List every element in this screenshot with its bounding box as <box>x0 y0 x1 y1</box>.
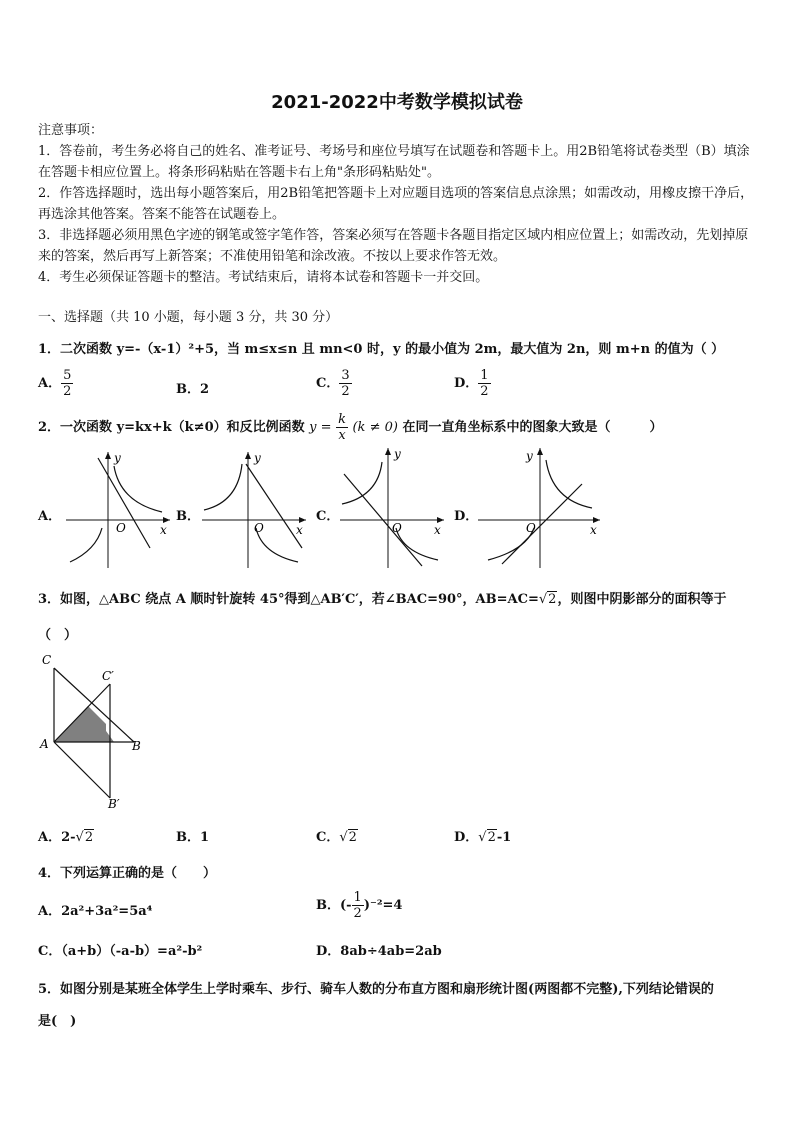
question-5-stem: 5．如图分别是某班全体学生上学时乘车、步行、骑车人数的分布直方图和扇形统计图(两图都不完整),下列结论错误的 <box>38 982 714 997</box>
notice-item-4: 4．考生必须保证答题卡的整洁。考试结束后，请将本试卷和答题卡一并交回。 <box>38 270 489 285</box>
svg-text:O: O <box>116 521 126 535</box>
question-2-stem: 2．一次函数 y=kx+k（k≠0）和反比例函数 y = $\frac{k}{x}$ (k ≠ 0) 在同一直角坐标系中的图象大致是（ ） <box>38 412 663 443</box>
q1-option-d: D． $\frac{1}{2}$ <box>454 368 489 399</box>
notice-item-1: 1．答卷前，考生务必将自己的姓名、准考证号、考场号和座位号填写在试题卷和答题卡上。用2B铅笔将试卷类型（B）填涂在答题卡相应位置上。将条形码粘贴在答题卡右上角"条形码粘贴处"。 <box>38 144 750 180</box>
svg-text:A: A <box>40 737 49 751</box>
svg-text:x: x <box>296 523 303 537</box>
question-3-stem-end: （ ） <box>38 628 78 643</box>
notice-item-2: 2．作答选择题时，选出每小题答案后，用2B铅笔把答题卡上对应题目选项的答案信息点涂黑；如需改动，用橡皮擦干净后，再选涂其他答案。答案不能答在试题卷上。 <box>38 186 754 222</box>
q4-option-a: A．2a²+3a²=5a⁴ <box>38 904 153 919</box>
q3-option-d: D．√2-1 <box>454 830 512 845</box>
q2-option-a-label: A． <box>38 509 62 524</box>
svg-text:x: x <box>160 523 167 537</box>
svg-text:C: C <box>42 653 52 667</box>
q2-option-b-label: B． <box>176 509 200 524</box>
q1-a-fraction: $\frac{5}{2}$ <box>63 368 72 399</box>
section-heading: 一、选择题（共 10 小题，每小题 3 分，共 30 分） <box>38 310 339 325</box>
q1-c-fraction: $\frac{3}{2}$ <box>341 368 350 399</box>
q2-graph-a <box>62 450 174 572</box>
notice-heading: 注意事项： <box>38 123 104 138</box>
svg-text:O: O <box>254 521 264 535</box>
svg-text:O: O <box>526 521 536 535</box>
svg-text:O: O <box>392 521 402 535</box>
svg-text:B: B <box>132 739 141 753</box>
question-1-stem: 1．二次函数 y=-（x-1）²+5，当 m≤x≤n 且 mn<0 时，y 的最小值为 2m，最大值为 2n，则 m+n 的值为（ ） <box>38 342 725 357</box>
q3-option-c: C．√2 <box>316 830 357 845</box>
q3-sqrt: √2 <box>538 592 557 607</box>
question-4-stem: 4．下列运算正确的是（ ） <box>38 866 217 881</box>
svg-text:x: x <box>434 523 441 537</box>
svg-text:C′: C′ <box>102 669 114 683</box>
q2-graph-d <box>474 446 604 572</box>
exam-title: 2021-2022中考数学模拟试卷 <box>271 92 523 113</box>
svg-text:y: y <box>526 449 533 463</box>
q2-graph-c <box>336 446 448 572</box>
q1-d-fraction: $\frac{1}{2}$ <box>480 368 489 399</box>
svg-text:y: y <box>394 447 401 461</box>
svg-text:y: y <box>254 451 261 465</box>
question-5-stem-end: 是( ) <box>38 1014 77 1029</box>
notice-block <box>38 120 758 288</box>
q4-option-c: C．（a+b）（-a-b）=a²-b² <box>38 944 203 959</box>
svg-text:B′: B′ <box>108 797 120 810</box>
q4-option-b: B．(- $\frac{1}{2}$ )⁻²=4 <box>316 890 403 921</box>
svg-text:x: x <box>590 523 597 537</box>
svg-text:y: y <box>114 451 121 465</box>
q2-option-d-label: D． <box>454 509 479 524</box>
q4-option-d: D．8ab÷4ab=2ab <box>316 944 442 959</box>
q1-option-b: B．2 <box>176 382 210 397</box>
q3-option-a: A．2-√2 <box>38 830 94 845</box>
q2-fraction: $\frac{k}{x}$ <box>338 412 346 443</box>
q2-option-c-label: C． <box>316 509 340 524</box>
q2-graph-b <box>198 450 310 572</box>
q3-triangle-figure <box>36 650 166 810</box>
q1-option-c: C． $\frac{3}{2}$ <box>316 368 350 399</box>
q3-option-b: B．1 <box>176 830 210 845</box>
question-3-stem: 3．如图，△ABC 绕点 A 顺时针旋转 45°得到△AB′C′，若∠BAC=90°，AB=AC=√2，则图中阴影部分的面积等于 <box>38 592 727 607</box>
q1-option-a: A． $\frac{5}{2}$ <box>38 368 72 399</box>
q4-b-fraction: $\frac{1}{2}$ <box>353 890 362 921</box>
notice-item-3: 3．非选择题必须用黑色字迹的钢笔或签字笔作答，答案必须写在答题卡各题目指定区域内相应位置上；如需改动，先划掉原来的答案，然后再写上新答案；不准使用铅笔和涂改液。不按以上要求作答无效。 <box>38 228 749 264</box>
